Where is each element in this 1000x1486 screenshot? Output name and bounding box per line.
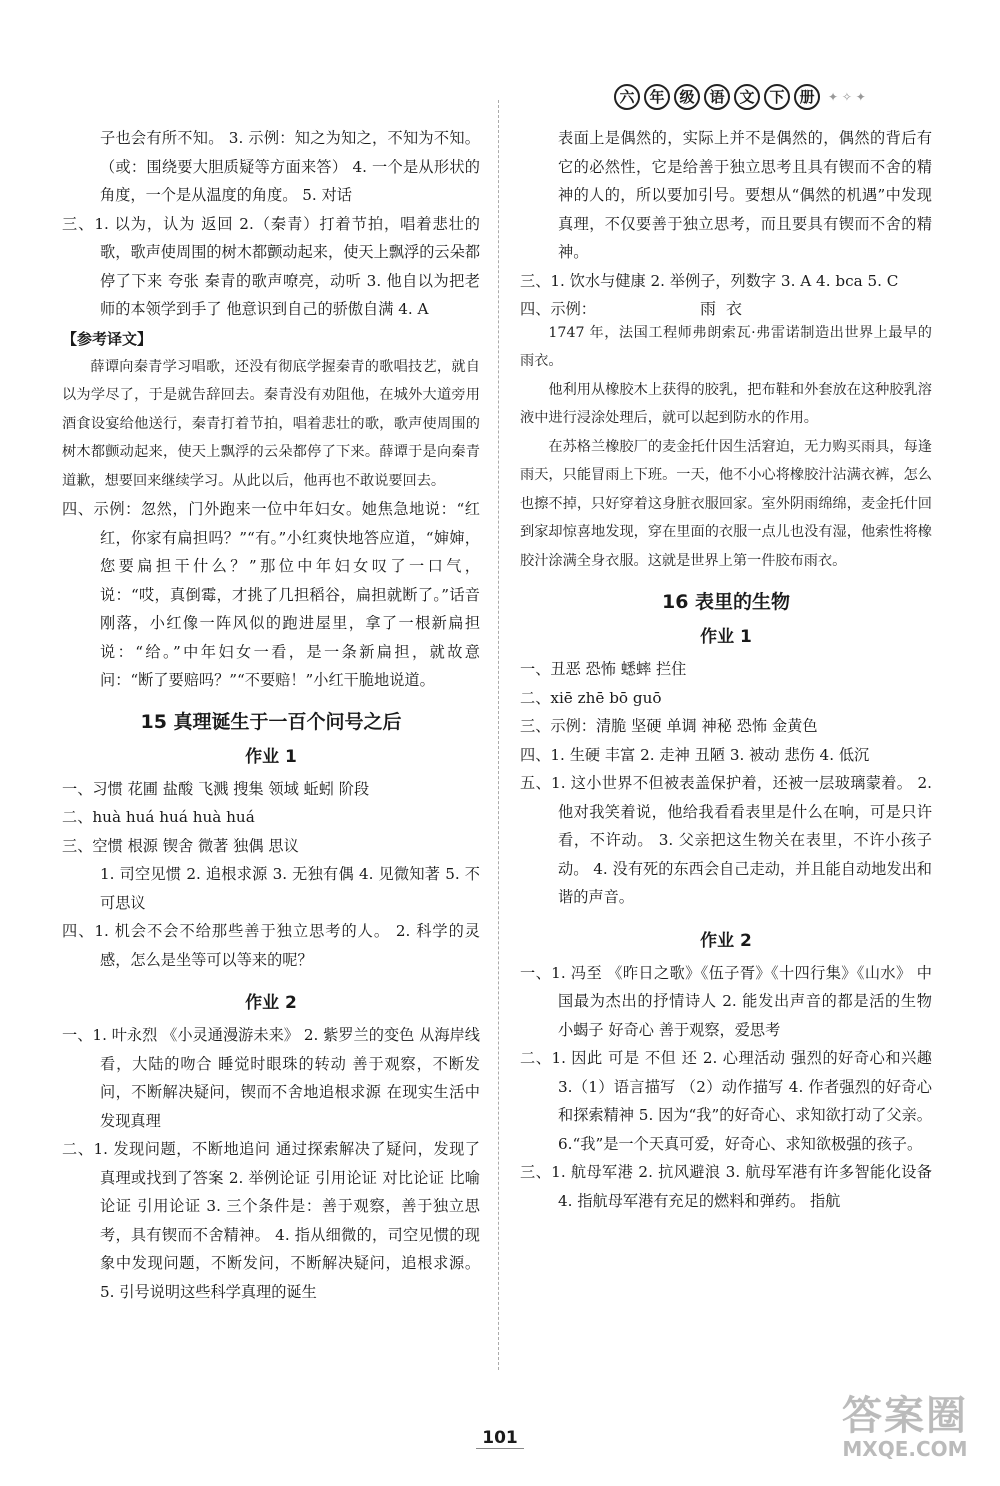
answer-paragraph: 四、示例：忽然，门外跑来一位中年妇女。她焦急地说：“红红，你家有扁担吗？”“有。”小红爽快地答应道，“婶婶，您要扁担干什么？”那位中年妇女叹了一口气，说：“哎，真倒霉，才挑了几担稻谷，扁担就断了。”话音刚落，小红像一阵风似的跑进屋里，拿了一根新扁担说：“给。”中年妇女一看，是一条新扁担，就故意问：“断了要赔吗？”“不要赔！”小红干脆地说道。: [62, 500, 480, 689]
right-column: [520, 124, 932, 1215]
reference-translation-tag: 【参考译文】: [62, 329, 153, 348]
homework-heading: 作业 1: [700, 627, 752, 647]
decoration-icon: ✦ ✧ ✦: [828, 90, 866, 104]
header-char: 语: [704, 84, 730, 110]
translation-text: 薛谭向秦青学习唱歌，还没有彻底学握秦青的歌唱技艺，就自以为学尽了，于是就告辞回去。秦青没有劝阻他，在城外大道旁用酒食设宴给他送行，秦青打着节拍，唱着悲壮的歌，歌声使周围的树木都颤动起来，使天上飘浮的云朵都停了下来。薛谭于是向秦青道歉，想要回来继续学习。从此以后，他再也不敢说要回去。: [62, 358, 480, 489]
watermark-logo: [820, 1384, 990, 1480]
homework-heading: 作业 1: [245, 746, 297, 767]
lesson-title: 15 真理诞生于一百个问号之后: [140, 710, 402, 733]
watermark-logo-text: 答案圈: [842, 1393, 968, 1439]
essay-title: 雨衣: [699, 298, 752, 318]
header-char: 文: [734, 84, 760, 110]
lesson-title: 16 表里的生物: [661, 591, 791, 613]
answer-paragraph: 子也会有所不知。 3. 示例：知之为知之，不知为不知。（或：围绕要大胆质疑等方面来答） 4. 一个是从形状的角度，一个是从温度的角度。 5. 对话: [100, 129, 480, 204]
answer-paragraph: 三、空惯 根源 锲舍 微著 独偶 思议: [62, 836, 299, 855]
answer-paragraph: 二、huà huá huá huà huá: [62, 808, 255, 826]
watermark-url: MXQE.COM: [842, 1437, 968, 1461]
left-column: [62, 124, 480, 1306]
answer-paragraph: 一、1. 冯至 《昨日之歌》《伍子胥》《十四行集》《山水》 中国最为杰出的抒情诗人 2. 能发出声音的都是活的生物 小蝎子 好奇心 善于观察，爱思考: [520, 963, 932, 1039]
answer-paragraph: 一、习惯 花圃 盐酸 飞溅 搜集 领域 蚯蚓 阶段: [62, 779, 370, 798]
answer-paragraph: 三、示例：清脆 坚硬 单调 神秘 恐怖 金黄色: [520, 717, 818, 735]
essay-paragraph: 他利用从橡胶木上获得的胶乳，把布鞋和外套放在这种胶乳溶液中进行浸涂处理后，就可以起到防水的作用。: [520, 381, 932, 426]
answer-paragraph: 五、1. 这小世界不但被表盖保护着，还被一层玻璃蒙着。 2. 他对我笑着说，他给我看看表里是什么在响，可是只许看，不许动。 3. 父亲把这生物关在表里，不许小孩子动。 4. 没有死的东西会自己走动，并且能自动地发出和谐的声音。: [520, 774, 932, 906]
header-char: 下: [764, 84, 790, 110]
homework-heading: 作业 2: [245, 993, 297, 1013]
header-title: [614, 84, 894, 110]
header-char: 册: [794, 84, 820, 110]
answer-paragraph: 二、1. 因此 可是 不但 还 2. 心理活动 强烈的好奇心和兴趣 3.（1）语言描写 （2）动作描写 4. 作者强烈的好奇心和探索精神 5. 因为“我”的好奇心、求知欲打动了父亲。 6.“我”是一个天真可爱，好奇心、求知欲极强的孩子。: [520, 1049, 932, 1153]
answer-paragraph: 一、丑恶 恐怖 蟋蟀 拦住: [520, 660, 687, 678]
header-char: 六: [614, 84, 640, 110]
homework-heading: 作业 2: [700, 930, 752, 951]
header-char: 年: [644, 84, 670, 110]
answer-paragraph: 四、1. 机会不会不给那些善于独立思考的人。 2. 科学的灵感，怎么是坐等可以等来的呢？: [62, 922, 480, 969]
page-number-text: 101: [476, 1428, 524, 1449]
page-number: [448, 1428, 552, 1448]
answer-paragraph: 四、1. 生硬 丰富 2. 走神 丑陋 3. 被动 悲伤 4. 低沉: [520, 745, 870, 764]
answer-paragraph: 表面上是偶然的，实际上并不是偶然的，偶然的背后有它的必然性，它是给善于独立思考且具有锲而不舍的精神的人的，所以要加引号。要想从“偶然的机遇”中发现真理，不仅要善于独立思考，而且要具有锲而不舍的精神。: [558, 129, 932, 261]
column-divider: [498, 100, 499, 1370]
essay-paragraph: 在苏格兰橡胶厂的麦金托什因生活窘迫，无力购买雨具，每逢雨天，只能冒雨上下班。一天，他不小心将橡胶汁沾满衣裤，怎么也擦不掉，只好穿着这身脏衣服回家。室外阴雨绵绵，麦金托什回到家却惊喜地发现，穿在里面的衣服一点儿也没有湿，他索性将橡胶汁涂满全身衣服。这就是世界上第一件胶布雨衣。: [520, 438, 932, 569]
answer-paragraph: 二、1. 发现问题，不断地追问 通过探索解决了疑问，发现了真理或找到了答案 2. 举例论证 引用论证 对比论证 比喻论证 引用论证 3. 三个条件是：善于观察，善于独立思考，具有锲而不舍精神。 4. 指从细微的，司空见惯的现象中发现问题，不断发问，不断解决疑问，追根求源。 5. 引号说明这些科学真理的诞生: [62, 1140, 480, 1301]
answer-paragraph: 三、1. 以为，认为 返回 2.（秦青）打着节拍，唱着悲壮的歌，歌声使周围的树木都颤动起来，使天上飘浮的云朵都停了下来 夸张 秦青的歌声嘹亮，动听 3. 他自以为把老师的本领学到手了 他意识到自己的骄傲自满 4. A: [62, 214, 480, 318]
answer-paragraph: 二、xiē zhē bō guō: [520, 688, 662, 707]
answer-paragraph: 三、1. 饮水与健康 2. 举例子，列数字 3. A 4. bca 5. C: [520, 271, 899, 290]
answer-paragraph: 四、示例：: [520, 300, 596, 318]
book-header: [614, 84, 894, 128]
answer-paragraph: 一、1. 叶永烈 《小灵通漫游未来》 2. 紫罗兰的变色 从海岸线看，大陆的吻合 睡觉时眼珠的转动 善于观察，不断发问，不断解决疑问，锲而不舍地追根求源 在现实生活中发现真理: [62, 1026, 480, 1130]
essay-paragraph: 1747 年，法国工程师弗朗索瓦·弗雷诺制造出世界上最早的雨衣。: [520, 324, 932, 369]
answer-paragraph: 三、1. 航母军港 2. 抗风避浪 3. 航母军港有许多智能化设备 4. 指航母军港有充足的燃料和弹药。 指航: [520, 1163, 932, 1210]
answer-paragraph: 1. 司空见惯 2. 追根求源 3. 无独有偶 4. 见微知著 5. 不可思议: [100, 865, 480, 912]
header-char: 级: [674, 84, 700, 110]
